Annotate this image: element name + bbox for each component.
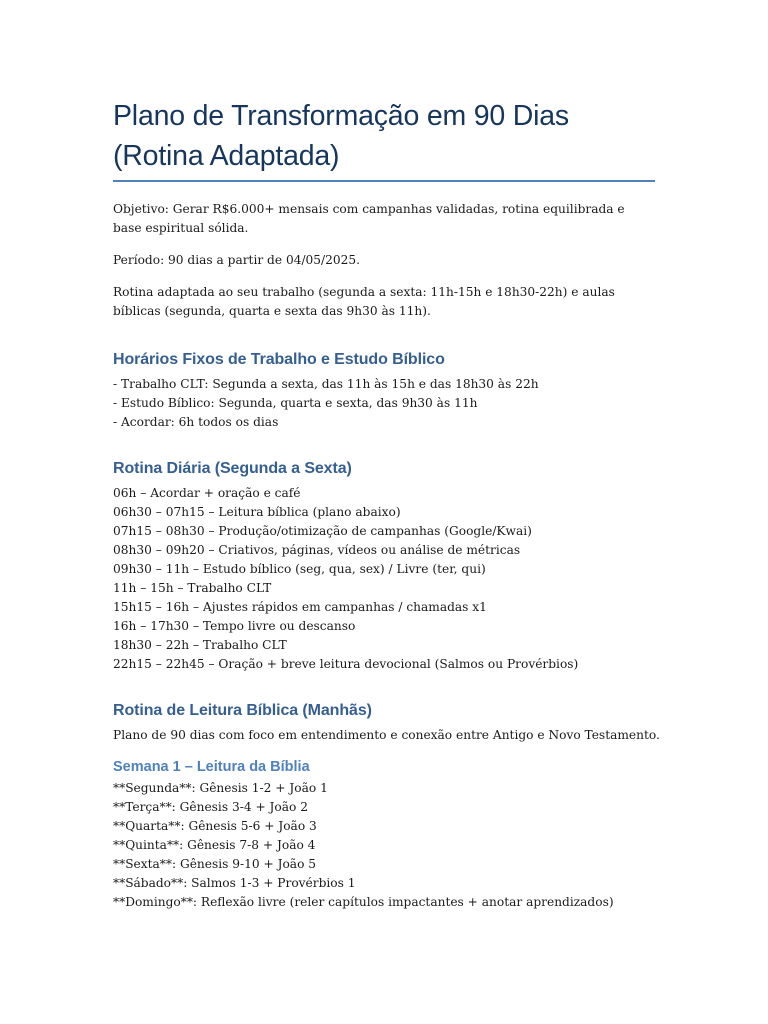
title-underline	[113, 180, 655, 182]
routine-line: 18h30 – 22h – Trabalho CLT	[113, 638, 287, 652]
title-line-2: (Rotina Adaptada)	[113, 140, 340, 172]
fixed-hours-line: - Acordar: 6h todos os dias	[113, 415, 279, 429]
fixed-hours-heading: Horários Fixos de Trabalho e Estudo Bíblico	[113, 351, 445, 368]
bible-reading-description: Plano de 90 dias com foco em entendimento e conexão entre Antigo e Novo Testamento.	[113, 728, 660, 742]
fixed-hours-section	[113, 349, 655, 432]
fixed-hours-line: - Trabalho CLT: Segunda a sexta, das 11h às 15h e das 18h30 às 22h	[113, 377, 539, 391]
fixed-hours-line: - Estudo Bíblico: Segunda, quarta e sexta, das 9h30 às 11h	[113, 396, 478, 410]
bible-reading-heading: Rotina de Leitura Bíblica (Manhãs)	[113, 702, 372, 719]
routine-line: 09h30 – 11h – Estudo bíblico (seg, qua, sex) / Livre (ter, qui)	[113, 562, 486, 576]
routine-line: 08h30 – 09h20 – Criativos, páginas, vídeos ou análise de métricas	[113, 543, 521, 557]
daily-routine-section	[113, 458, 655, 674]
reading-day-line: **Sábado**: Salmos 1-3 + Provérbios 1	[113, 876, 356, 890]
bible-reading-section	[113, 700, 660, 912]
daily-routine-heading: Rotina Diária (Segunda a Sexta)	[113, 460, 352, 477]
routine-note-paragraph: Rotina adaptada ao seu trabalho (segunda a sexta: 11h-15h e 18h30-22h) e aulas bíblicas (segunda, quarta e sexta das 9h30 às 11h).	[113, 285, 615, 318]
reading-day-line: **Segunda**: Gênesis 1-2 + João 1	[113, 781, 328, 795]
routine-line: 16h – 17h30 – Tempo livre ou descanso	[113, 619, 356, 633]
routine-line: 06h30 – 07h15 – Leitura bíblica (plano abaixo)	[113, 505, 401, 519]
week-1-heading: Semana 1 – Leitura da Bíblia	[113, 759, 310, 775]
routine-line: 06h – Acordar + oração e café	[113, 486, 301, 500]
reading-day-line: **Quarta**: Gênesis 5-6 + João 3	[113, 819, 317, 833]
period-paragraph: Período: 90 dias a partir de 04/05/2025.	[113, 253, 361, 267]
reading-day-line: **Terça**: Gênesis 3-4 + João 2	[113, 800, 308, 814]
reading-day-line: **Sexta**: Gênesis 9-10 + João 5	[113, 857, 317, 871]
routine-line: 11h – 15h – Trabalho CLT	[113, 581, 272, 595]
objective-paragraph: Objetivo: Gerar R$6.000+ mensais com campanhas validadas, rotina equilibrada e base espiritual sólida.	[113, 202, 625, 235]
title-line-1: Plano de Transformação em 90 Dias	[113, 100, 569, 132]
routine-line: 15h15 – 16h – Ajustes rápidos em campanhas / chamadas x1	[113, 600, 487, 614]
routine-line: 07h15 – 08h30 – Produção/otimização de campanhas (Google/Kwai)	[113, 524, 532, 538]
document-title	[113, 96, 655, 180]
routine-line: 22h15 – 22h45 – Oração + breve leitura devocional (Salmos ou Provérbios)	[113, 657, 579, 671]
reading-day-line: **Quinta**: Gênesis 7-8 + João 4	[113, 838, 316, 852]
reading-day-line: **Domingo**: Reflexão livre (reler capítulos impactantes + anotar aprendizados)	[113, 895, 614, 909]
